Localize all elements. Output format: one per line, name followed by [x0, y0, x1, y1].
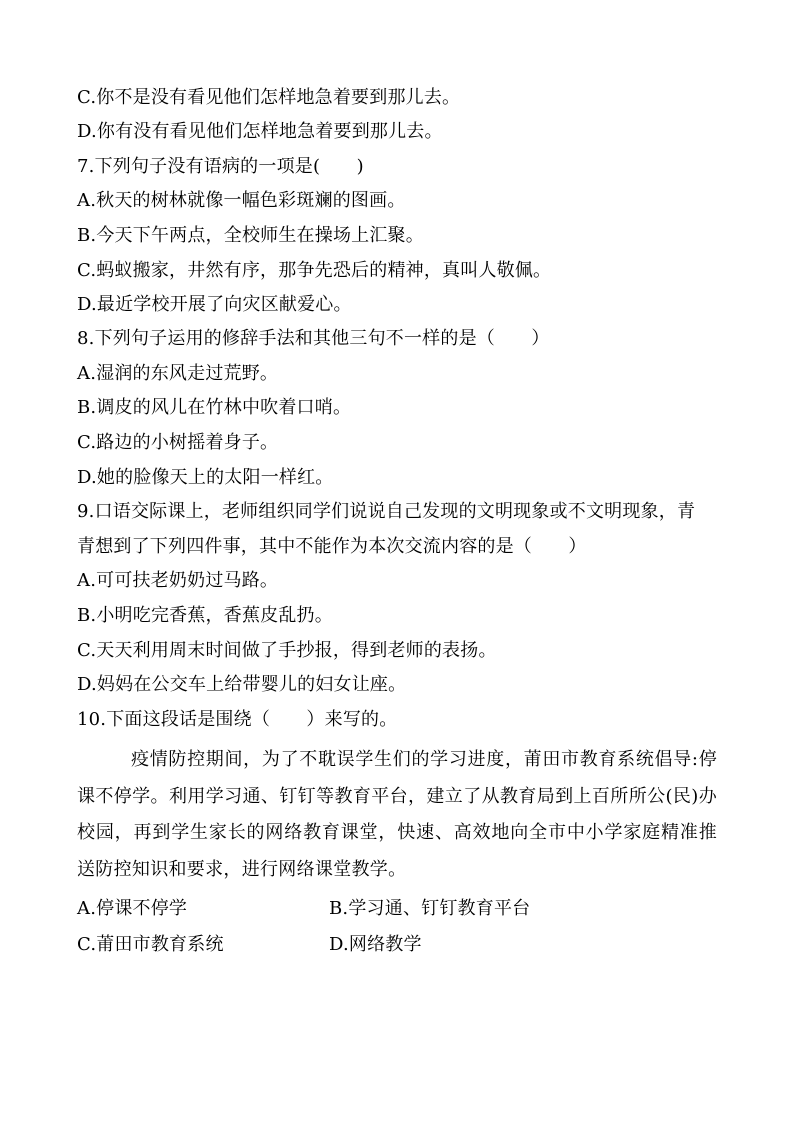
q6-option-c: C.你不是没有看见他们怎样地急着要到那儿去。	[77, 87, 461, 108]
q10-option-a: A.停课不停学	[77, 898, 188, 919]
question-9-stem-line-2: 青想到了下列四件事，其中不能作为本次交流内容的是（ ）	[77, 536, 587, 557]
q9-option-c: C.天天利用周末时间做了手抄报，得到老师的表扬。	[77, 640, 497, 661]
q7-option-b: B.今天下午两点，全校师生在操场上汇聚。	[77, 225, 424, 246]
q6-option-d: D.你有没有看见他们怎样地急着要到那儿去。	[77, 121, 443, 142]
question-8-stem: 8.下列句子运用的修辞手法和其他三句不一样的是（ ）	[77, 328, 550, 349]
q10-option-b: B.学习通、钉钉教育平台	[329, 898, 531, 919]
question-9-stem-line-1: 9.口语交际课上，老师组织同学们说说自己发现的文明现象或不文明现象，青	[77, 501, 696, 522]
q7-option-a: A.秋天的树林就像一幅色彩斑斓的图画。	[77, 190, 406, 211]
question-7-stem: 7.下列句子没有语病的一项是( )	[77, 156, 364, 177]
q8-option-c: C.路边的小树摇着身子。	[77, 432, 279, 453]
reading-passage: 疫情防控期间，为了不耽误学生们的学习进度，莆田市教育系统倡导:停课不停学。利用学习通、钉钉等教育平台，建立了从教育局到上百所所公(民)办校园，再到学生家长的网络教育课堂，快速、高效地向全市中小学家庭精准推送防控知识和要求，进行网络课堂教学。	[77, 749, 717, 880]
q8-option-b: B.调皮的风儿在竹林中吹着口哨。	[77, 397, 352, 418]
q10-option-d: D.网络教学	[329, 934, 422, 955]
q9-option-b: B.小明吃完香蕉，香蕉皮乱扔。	[77, 605, 333, 626]
q8-option-a: A.湿润的东风走过荒野。	[77, 363, 279, 384]
q7-option-c: C.蚂蚁搬家，井然有序，那争先恐后的精神，真叫人敬佩。	[77, 260, 552, 281]
q8-option-d: D.她的脸像天上的太阳一样红。	[77, 467, 334, 488]
q9-option-a: A.可可扶老奶奶过马路。	[77, 570, 279, 591]
q9-option-d: D.妈妈在公交车上给带婴儿的妇女让座。	[77, 674, 407, 695]
question-10-stem: 10.下面这段话是围绕（ ）来写的。	[77, 709, 398, 730]
q7-option-d: D.最近学校开展了向灾区献爱心。	[77, 294, 352, 315]
q10-option-c: C.莆田市教育系统	[77, 934, 224, 955]
